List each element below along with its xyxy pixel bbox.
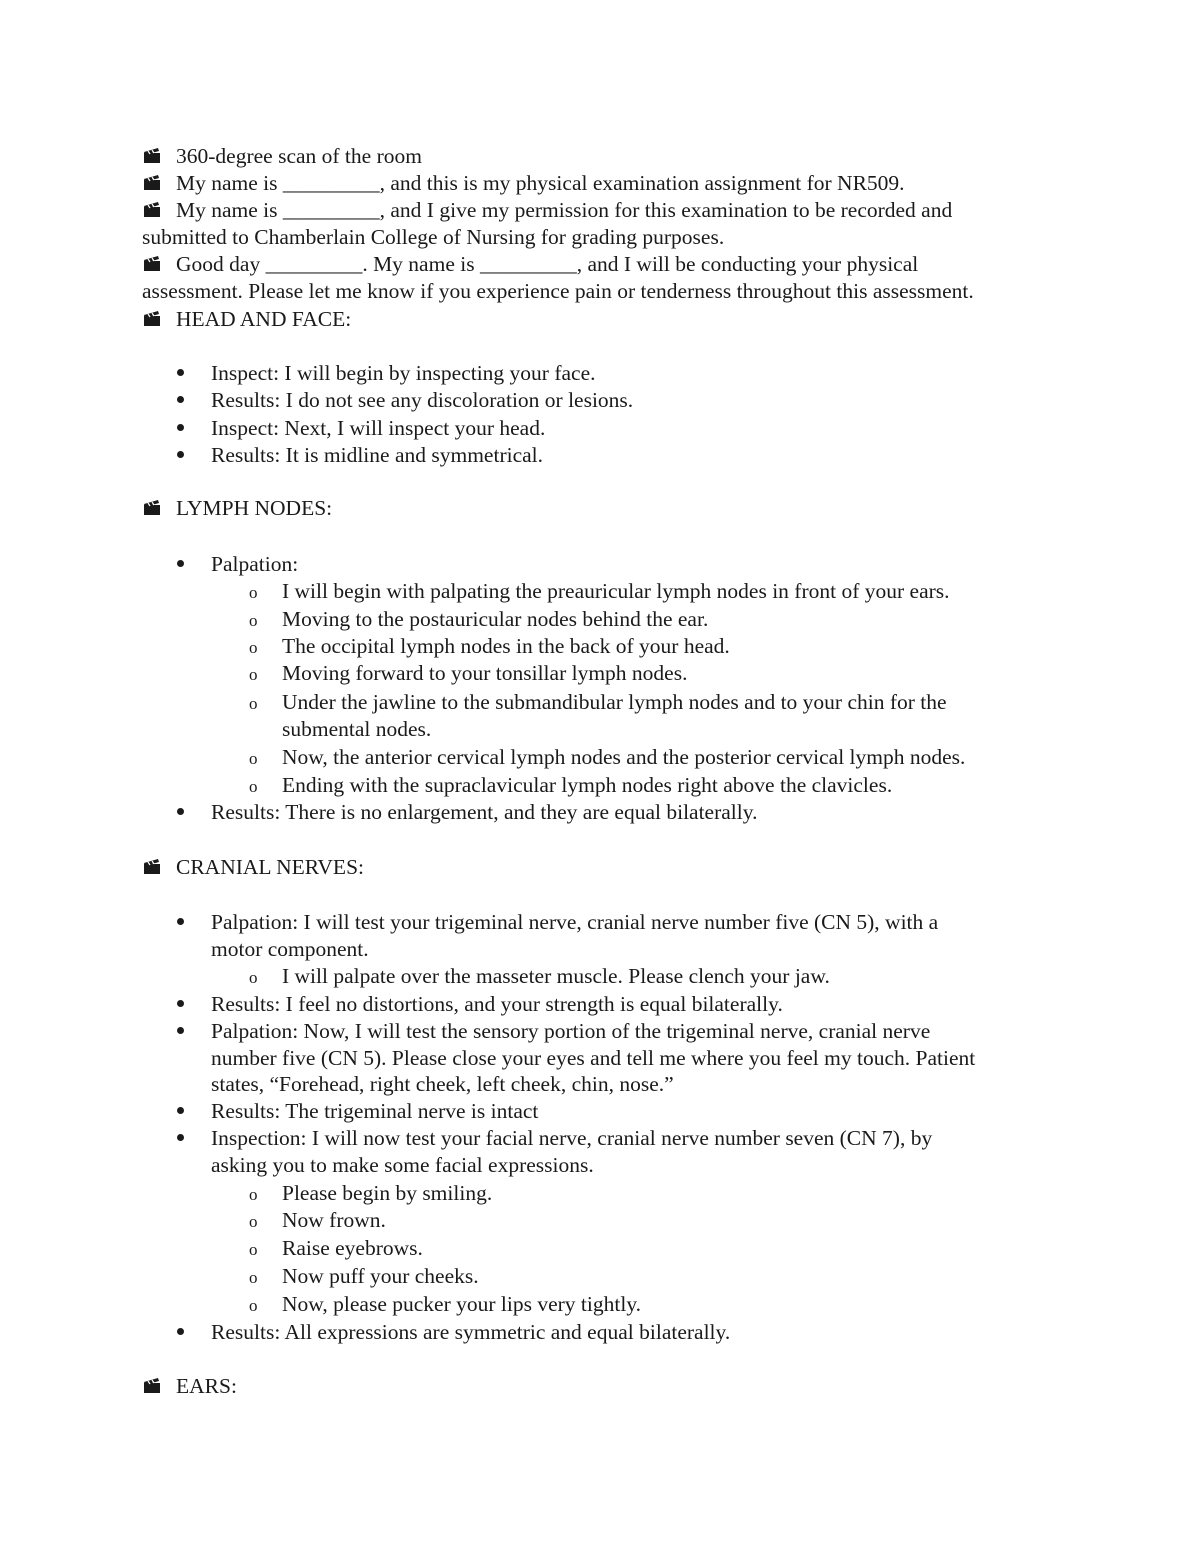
list-item: Results: I feel no distortions, and your strength is equal bilaterally. [211,992,783,1016]
list-item: Palpation: I will test your trigeminal nerve, cranial nerve number five (CN 5), with a [211,910,939,934]
intro-permission-text: My name is _________, and I give my permission for this examination to be recorded and [176,198,953,222]
sub-list-item: Now, please pucker your lips very tightly. [282,1292,642,1316]
clapperboard-icon [143,148,161,164]
section-heading-ears: EARS: [176,1374,237,1398]
sub-bullet-icon: o [249,1268,258,1287]
intro-permission-text-cont: submitted to Chamberlain College of Nursing for grading purposes. [142,225,725,249]
sub-bullet-icon: o [249,1185,258,1204]
clapperboard-icon [143,859,161,875]
sub-list-item: Now frown. [282,1208,386,1232]
bullet-icon [177,1328,184,1335]
sub-bullet-icon: o [249,968,258,987]
clapperboard-icon [143,1378,161,1394]
clapperboard-icon [143,311,161,327]
bullet-icon [177,1107,184,1114]
sub-bullet-icon: o [249,694,258,713]
sub-bullet-icon: o [249,638,258,657]
list-item-cont: states, “Forehead, right cheek, left cheek, chin, nose.” [211,1072,674,1096]
clapperboard-icon [143,175,161,191]
intro-name-text: My name is _________, and this is my physical examination assignment for NR509. [176,171,905,195]
list-item: Inspection: I will now test your facial nerve, cranial nerve number seven (CN 7), by [211,1126,933,1150]
list-item: Inspect: I will begin by inspecting your face. [211,361,596,385]
bullet-icon [177,451,184,458]
sub-bullet-icon: o [249,777,258,796]
sub-list-item: Ending with the supraclavicular lymph nodes right above the clavicles. [282,773,893,797]
list-item: Results: The trigeminal nerve is intact [211,1099,539,1123]
sub-list-item: Moving to the postauricular nodes behind the ear. [282,607,709,631]
sub-list-item: I will begin with palpating the preauricular lymph nodes in front of your ears. [282,579,950,603]
section-heading-lymph-nodes: LYMPH NODES: [176,496,333,520]
list-item: Results: All expressions are symmetric and equal bilaterally. [211,1320,731,1344]
sub-bullet-icon: o [249,1296,258,1315]
intro-greeting-text-cont: assessment. Please let me know if you experience pain or tenderness throughout this assessment. [142,279,974,303]
list-item: Results: There is no enlargement, and they are equal bilaterally. [211,800,758,824]
sub-list-item: Raise eyebrows. [282,1236,423,1260]
sub-list-item: Please begin by smiling. [282,1181,493,1205]
intro-scan-text: 360-degree scan of the room [176,144,422,168]
bullet-icon [177,424,184,431]
sub-bullet-icon: o [249,1240,258,1259]
sub-bullet-icon: o [249,611,258,630]
bullet-icon [177,1000,184,1007]
clapperboard-icon [143,256,161,272]
sub-bullet-icon: o [249,583,258,602]
bullet-icon [177,396,184,403]
sub-list-item: Under the jawline to the submandibular lymph nodes and to your chin for the [282,690,947,714]
bullet-icon [177,808,184,815]
list-item: Results: I do not see any discoloration or lesions. [211,388,634,412]
section-heading-cranial-nerves: CRANIAL NERVES: [176,855,364,879]
bullet-icon [177,369,184,376]
list-item: Palpation: Now, I will test the sensory portion of the trigeminal nerve, cranial nerve [211,1019,931,1043]
bullet-icon [177,1027,184,1034]
list-item: Palpation: [211,552,299,576]
sub-list-item: Now, the anterior cervical lymph nodes and the posterior cervical lymph nodes. [282,745,966,769]
list-item-cont: asking you to make some facial expressions. [211,1153,594,1177]
sub-list-item: The occipital lymph nodes in the back of your head. [282,634,730,658]
sub-list-item: Now puff your cheeks. [282,1264,479,1288]
intro-greeting-text: Good day _________. My name is _________, and I will be conducting your physical [176,252,919,276]
clapperboard-icon [143,500,161,516]
bullet-icon [177,560,184,567]
bullet-icon [177,1134,184,1141]
list-item-cont: number five (CN 5). Please close your eyes and tell me where you feel my touch. Patient [211,1046,976,1070]
clapperboard-icon [143,202,161,218]
sub-list-item-cont: submental nodes. [282,717,432,741]
sub-list-item: I will palpate over the masseter muscle. Please clench your jaw. [282,964,830,988]
list-item-cont: motor component. [211,937,369,961]
sub-bullet-icon: o [249,665,258,684]
sub-bullet-icon: o [249,749,258,768]
sub-list-item: Moving forward to your tonsillar lymph nodes. [282,661,688,685]
bullet-icon [177,918,184,925]
section-heading-head-face: HEAD AND FACE: [176,307,352,331]
sub-bullet-icon: o [249,1212,258,1231]
list-item: Inspect: Next, I will inspect your head. [211,416,546,440]
list-item: Results: It is midline and symmetrical. [211,443,544,467]
